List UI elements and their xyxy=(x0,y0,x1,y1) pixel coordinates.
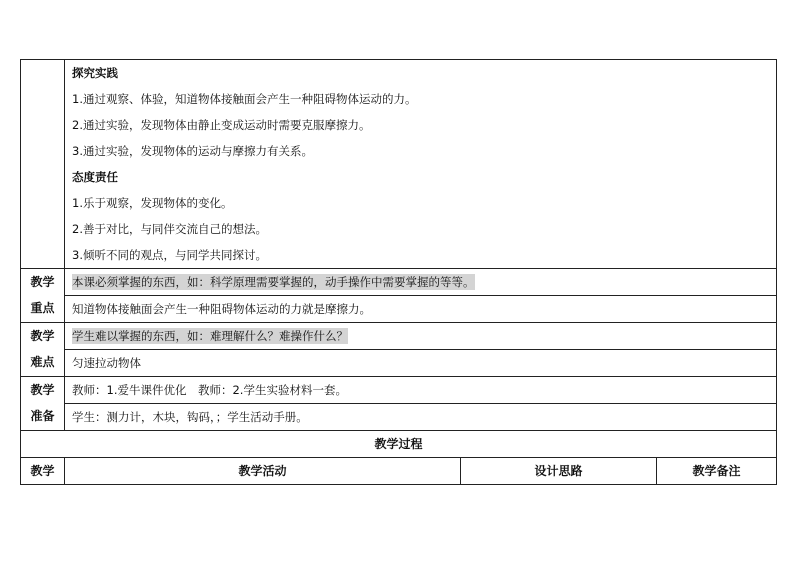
preparation-row-1 xyxy=(21,377,777,404)
key-points-label xyxy=(21,269,65,323)
process-col-stage xyxy=(21,458,65,485)
preparation-student-cell xyxy=(65,404,777,431)
process-col-activity-label: 教学活动 xyxy=(238,464,287,478)
difficulties-content-cell xyxy=(65,350,777,377)
practice-item-3: 3.通过实验，发现物体的运动与摩擦力有关系。 xyxy=(72,144,313,158)
attitude-item-2: 2.善于对比，与同伴交流自己的想法。 xyxy=(72,222,267,236)
key-points-row-1 xyxy=(21,269,777,296)
difficulties-label xyxy=(21,323,65,377)
preparation-student: 学生：测力计，木块，钩码，；学生活动手册。 xyxy=(72,410,308,424)
process-title-cell xyxy=(21,431,777,458)
process-header-row xyxy=(21,458,777,485)
attitude-item-1: 1.乐于观察，发现物体的变化。 xyxy=(72,196,233,210)
process-col-design-label: 设计思路 xyxy=(534,464,583,478)
key-points-hint-cell xyxy=(65,269,777,296)
process-col-stage-label: 教学 xyxy=(30,464,55,478)
objectives-label-cell xyxy=(21,60,65,269)
practice-item-1: 1.通过观察、体验，知道物体接触面会产生一种阻碍物体运动的力。 xyxy=(72,92,417,106)
objectives-cell xyxy=(65,60,777,269)
difficulties-label-line-2: 难点 xyxy=(30,355,55,369)
lesson-plan-sheet xyxy=(20,59,794,485)
key-points-content-cell xyxy=(65,296,777,323)
difficulties-hint-cell xyxy=(65,323,777,350)
difficulties-content: 匀速拉动物体 xyxy=(72,356,141,370)
process-col-activity xyxy=(65,458,461,485)
preparation-label-line-2: 准备 xyxy=(30,409,55,423)
process-col-notes xyxy=(657,458,777,485)
objectives-row xyxy=(21,60,777,269)
preparation-teacher: 教师：1.爱牛课件优化 教师：2.学生实验材料一套。 xyxy=(72,383,347,397)
lesson-plan-table xyxy=(20,59,777,485)
difficulties-row-2 xyxy=(21,350,777,377)
preparation-label xyxy=(21,377,65,431)
difficulties-hint: 学生难以掌握的东西，如：难理解什么？难操作什么？ xyxy=(72,329,348,343)
preparation-label-line-1: 教学 xyxy=(30,383,55,397)
attitude-heading: 态度责任 xyxy=(72,170,118,184)
preparation-teacher-cell xyxy=(65,377,777,404)
process-title-row xyxy=(21,431,777,458)
practice-heading: 探究实践 xyxy=(72,66,118,80)
process-col-design xyxy=(461,458,657,485)
process-col-notes-label: 教学备注 xyxy=(692,464,741,478)
key-points-hint: 本课必须掌握的东西，如：科学原理需要掌握的，动手操作中需要掌握的等等。 xyxy=(72,275,475,289)
practice-item-2: 2.通过实验，发现物体由静止变成运动时需要克服摩擦力。 xyxy=(72,118,371,132)
preparation-row-2 xyxy=(21,404,777,431)
key-points-label-line-1: 教学 xyxy=(30,275,55,289)
key-points-content: 知道物体接触面会产生一种阻碍物体运动的力就是摩擦力。 xyxy=(72,302,371,316)
difficulties-label-line-1: 教学 xyxy=(30,329,55,343)
difficulties-row-1 xyxy=(21,323,777,350)
key-points-label-line-2: 重点 xyxy=(30,301,55,315)
key-points-row-2 xyxy=(21,296,777,323)
attitude-item-3: 3.倾听不同的观点，与同学共同探讨。 xyxy=(72,248,267,262)
process-title: 教学过程 xyxy=(374,437,423,451)
